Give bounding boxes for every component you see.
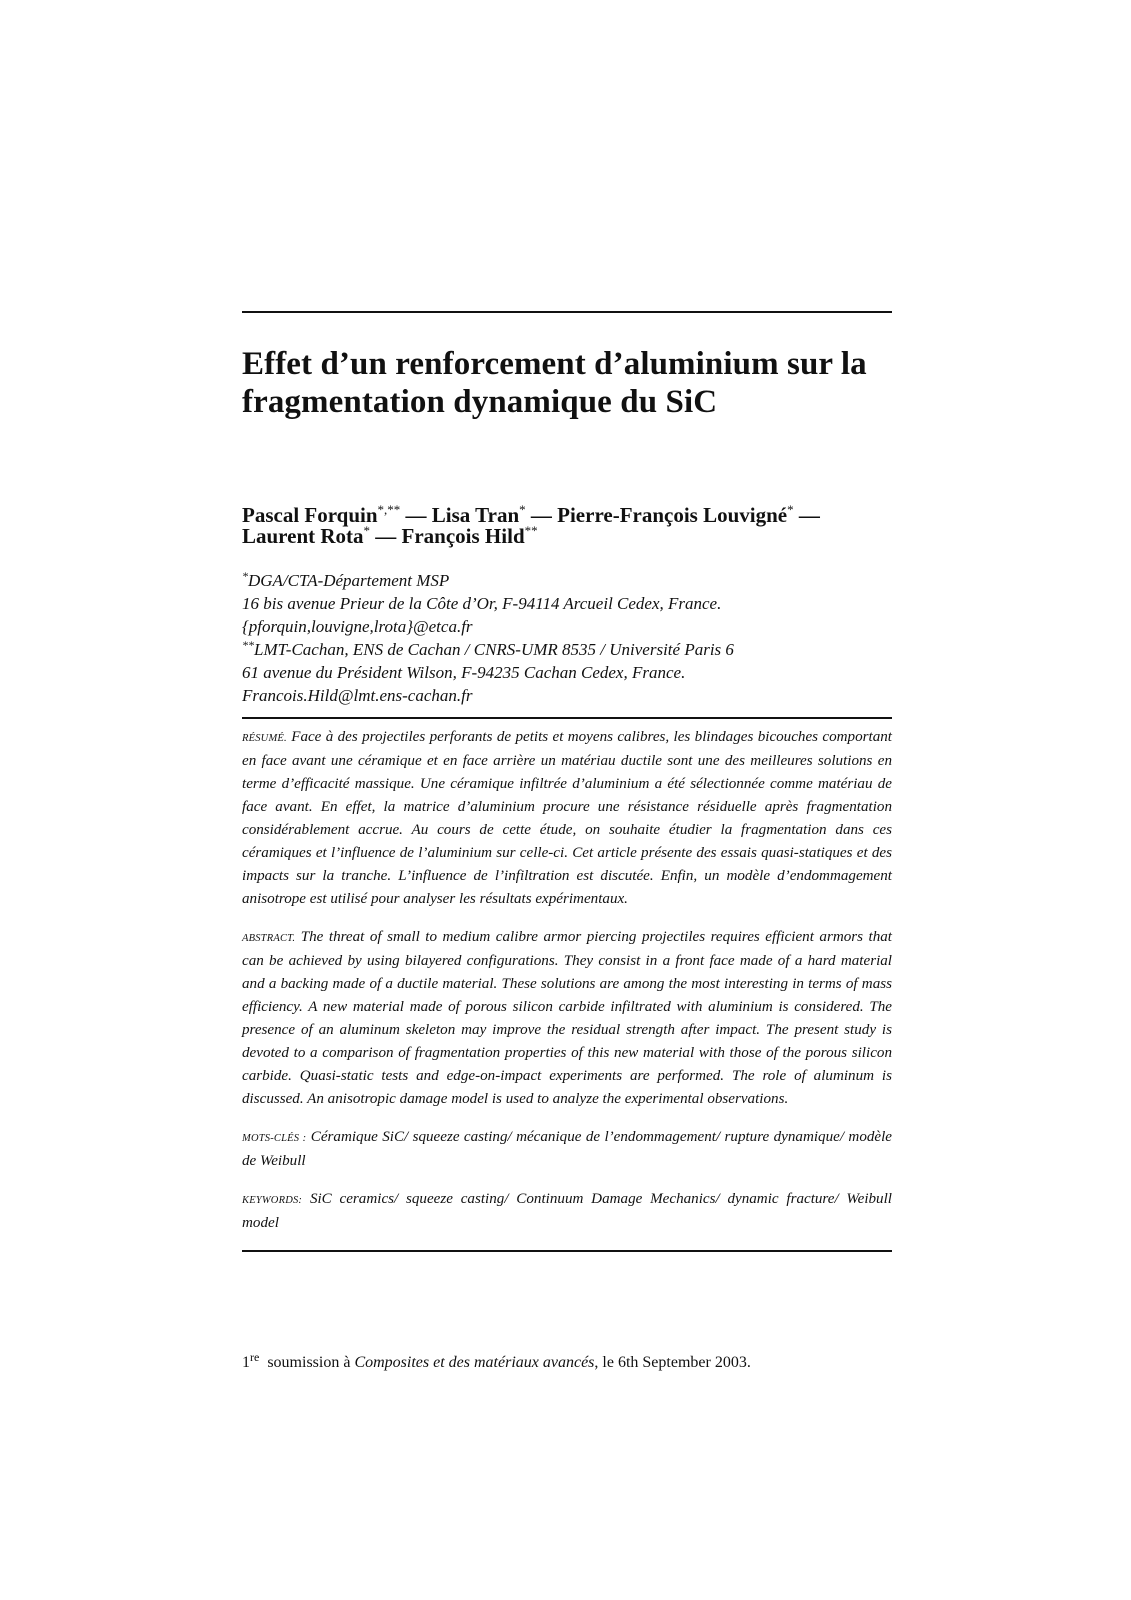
abstract-top-rule [242, 717, 892, 719]
author-mark: * [787, 502, 794, 517]
top-rule [242, 311, 892, 313]
paper-title [242, 345, 892, 421]
author-mark: ** [524, 523, 538, 538]
footnote-journal: Composites et des matériaux avancés [354, 1354, 595, 1371]
footnote-after: , le 6th September 2003. [594, 1354, 751, 1371]
mots-cles-label: MOTS-CLÉS : [242, 1133, 307, 1145]
abstract-label: ABSTRACT. [242, 933, 296, 945]
affiliation-2-name: **LMT-Cachan, ENS de Cachan / CNRS-UMR 8535 / Université Paris 6 [242, 638, 734, 659]
affiliation-2-address: 61 avenue du Président Wilson, F-94235 Cachan Cedex, France. [242, 663, 686, 682]
resume-paragraph [242, 726, 892, 911]
affiliation-1-address: 16 bis avenue Prieur de la Côte d’Or, F-94114 Arcueil Cedex, France. [242, 594, 722, 613]
author-mark: * [363, 523, 371, 538]
author-name: Pierre-François Louvigné [557, 503, 788, 527]
author-separator: — [530, 503, 552, 527]
resume-text: Face à des projectiles perforants de petits et moyens calibres, les blindages bicouches comportant en face avant une céramique et en face arrière un matériau ductile sont une des meilleures solutions en terme d’efficacité massique. Une céramique infiltrée d’aluminium a été sélectionnée comme matériau de face avant. En effet, la matrice d’aluminium procure une résistance résiduelle après fragmentation considérablement accrue. Au cours de cette étude, on souhaite étudier la fragmentation dans ces céramiques et l’influence de l’aluminium sur celle-ci. Cet article présente des essais quasi-statiques et des impacts sur la tranche. L’influence de l’infiltration est discutée. Enfin, un modèle d’endommagement anisotrope est utilisé pour analyser les résultats expérimentaux. [242, 729, 892, 907]
author-name: François Hild [401, 524, 525, 548]
affiliation-mark: ** [242, 638, 254, 652]
author-separator: — [798, 503, 820, 527]
affiliations [242, 569, 892, 707]
paper-title-page [242, 311, 892, 1252]
author-name: Lisa Tran [431, 503, 520, 527]
affiliation-1-email: {pforquin,louvigne,lrota}@etca.fr [242, 617, 473, 636]
keywords-label: KEYWORDS: [242, 1195, 303, 1207]
affiliation-mark: * [242, 569, 248, 583]
title-line-1: Effet d’un renforcement d’aluminium sur la [242, 346, 867, 382]
footnote-ordinal: 1 [242, 1354, 250, 1371]
affiliation-2-email: Francois.Hild@lmt.ens-cachan.fr [242, 686, 473, 705]
mots-cles-text: Céramique SiC/ squeeze casting/ mécanique de l’endommagement/ rupture dynamique/ modèle de Weibull [242, 1129, 893, 1170]
keywords-text: SiC ceramics/ squeeze casting/ Continuum Damage Mechanics/ dynamic fracture/ Weibull model [242, 1191, 892, 1232]
author-list [242, 502, 892, 548]
submission-footnote [242, 1350, 751, 1373]
author-separator: — [405, 503, 427, 527]
keywords-paragraph [242, 1188, 892, 1235]
mots-cles-paragraph [242, 1126, 892, 1173]
author-name: Laurent Rota [242, 524, 364, 548]
footnote-ordinal-sup: re [250, 1350, 260, 1364]
author-mark: * [519, 502, 526, 517]
author-name: Pascal Forquin [242, 503, 378, 527]
abstract-bottom-rule [242, 1250, 892, 1252]
title-line-2: fragmentation dynamique du SiC [242, 384, 718, 420]
footnote-before: soumission à [267, 1354, 351, 1371]
author-mark: *,** [377, 502, 401, 517]
resume-label: RÉSUMÉ. [242, 733, 287, 744]
abstract-text: The threat of small to medium calibre armor piercing projectiles requires efficient armors that can be achieved by using bilayered configurations. They consist in a front face made of a hard material and a backing made of a ductile material. These solutions are among the most interesting in terms of mass efficiency. A new material made of porous silicon carbide infiltrated with aluminium is considered. The presence of an aluminum skeleton may improve the residual strength after impact. The present study is devoted to a comparison of fragmentation properties of this new material with those of the porous silicon carbide. Quasi-static tests and edge-on-impact experiments are performed. The role of aluminum is discussed. An anisotropic damage model is used to analyze the experimental observations. [242, 929, 892, 1108]
author-separator: — [375, 524, 397, 548]
affiliation-1-name: *DGA/CTA-Département MSP [242, 569, 450, 590]
abstract-paragraph [242, 926, 892, 1111]
